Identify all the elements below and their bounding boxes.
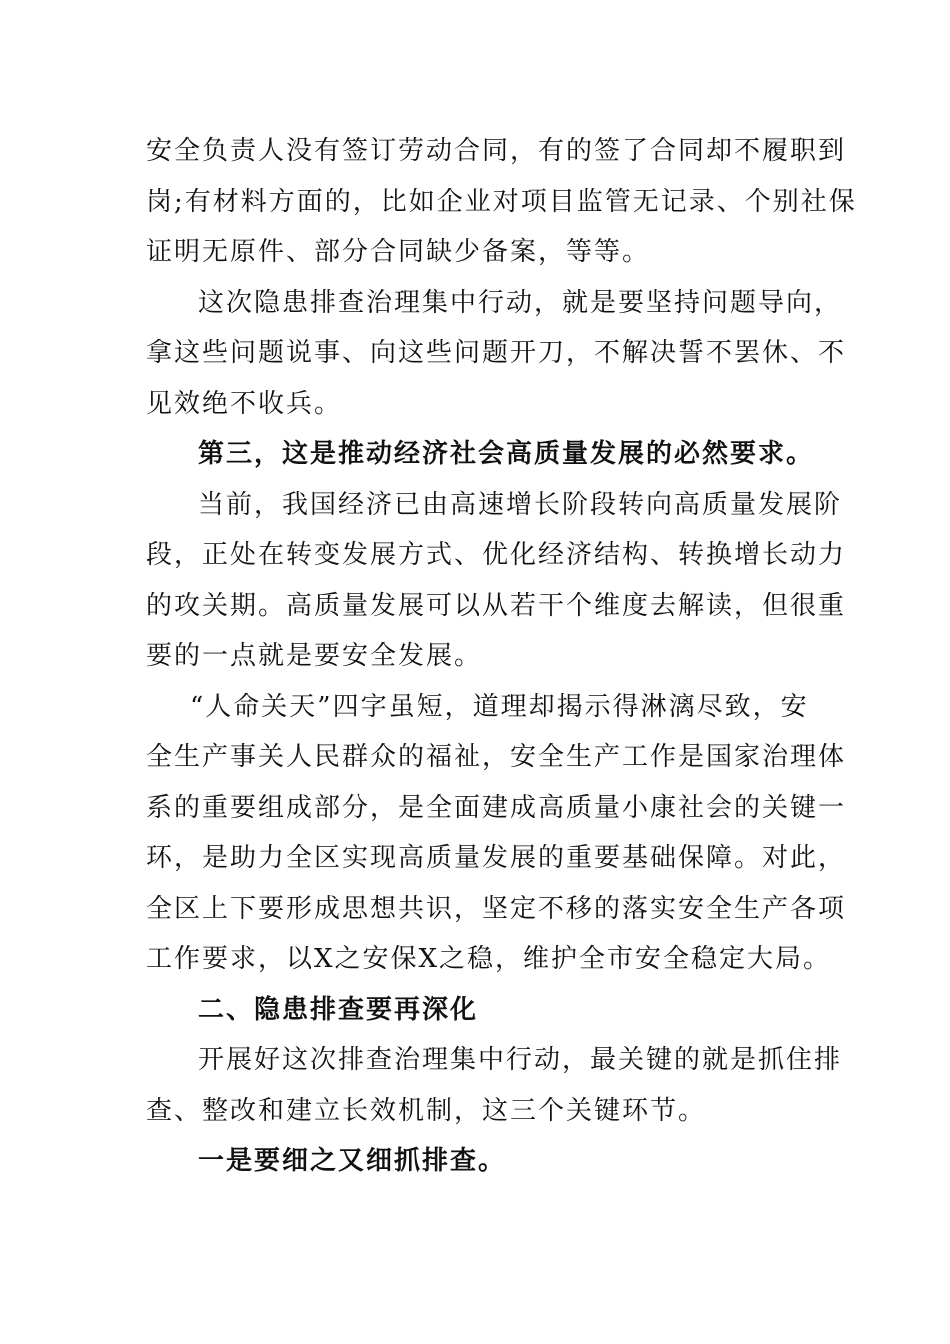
text-line: 段，正处在转变发展方式、优化经济结构、转换增长动力 xyxy=(146,540,847,570)
text-line: 安全负责人没有签订劳动合同，有的签了合同却不履职到 xyxy=(146,136,847,166)
document-body xyxy=(146,126,857,1187)
text-line: “人命关天”四字虽短，道理却揭示得淋漓尽致，安 xyxy=(190,691,809,722)
text-line: 见效绝不收兵。 xyxy=(146,388,343,419)
text-line: 环，是助力全区实现高质量发展的重要基础保障。对此， xyxy=(146,843,847,873)
section-heading xyxy=(146,985,796,1036)
text-line: 当前，我国经济已由高速增长阶段转向高质量发展阶 xyxy=(198,489,843,520)
text-line: 工作要求，以X之安保X之稳，维护全市安全稳定大局。 xyxy=(146,944,832,974)
heading-line: 第三，这是推动经济社会高质量发展的必然要求。 xyxy=(198,439,815,469)
text-line: 这次隐患排查治理集中行动，就是要坚持问题导向， xyxy=(198,287,843,318)
paragraph-continuation xyxy=(146,126,857,278)
text-line: 开展好这次排查治理集中行动，最关键的就是抓住排 xyxy=(198,1045,843,1075)
section-heading xyxy=(146,429,815,480)
text-line: 系的重要组成部分，是全面建成高质量小康社会的关键一 xyxy=(146,792,847,823)
paragraph xyxy=(146,480,847,682)
paragraph xyxy=(146,682,847,985)
paragraph xyxy=(146,1035,843,1136)
text-line: 要的一点就是要安全发展。 xyxy=(146,641,483,671)
text-line: 证明无原件、部分合同缺少备案，等等。 xyxy=(146,237,651,267)
text-line: 拿这些问题说事、向这些问题开刀，不解决誓不罢休、不 xyxy=(146,338,847,368)
paragraph xyxy=(146,278,847,430)
text-line: 的攻关期。高质量发展可以从若干个维度去解读，但很重 xyxy=(146,590,847,621)
heading-line: 一是要细之又细抓排查。 xyxy=(198,1146,507,1176)
heading-line: 二、隐患排查要再深化 xyxy=(198,994,479,1025)
text-line: 全区上下要形成思想共识，坚定不移的落实安全生产各项 xyxy=(146,893,847,924)
text-line: 岗;有材料方面的，比如企业对项目监管无记录、个别社保 xyxy=(146,186,857,217)
text-line: 全生产事关人民群众的福祉，安全生产工作是国家治理体 xyxy=(146,742,847,772)
text-line: 查、整改和建立长效机制，这三个关键环节。 xyxy=(146,1095,707,1126)
subsection-heading xyxy=(146,1136,796,1187)
